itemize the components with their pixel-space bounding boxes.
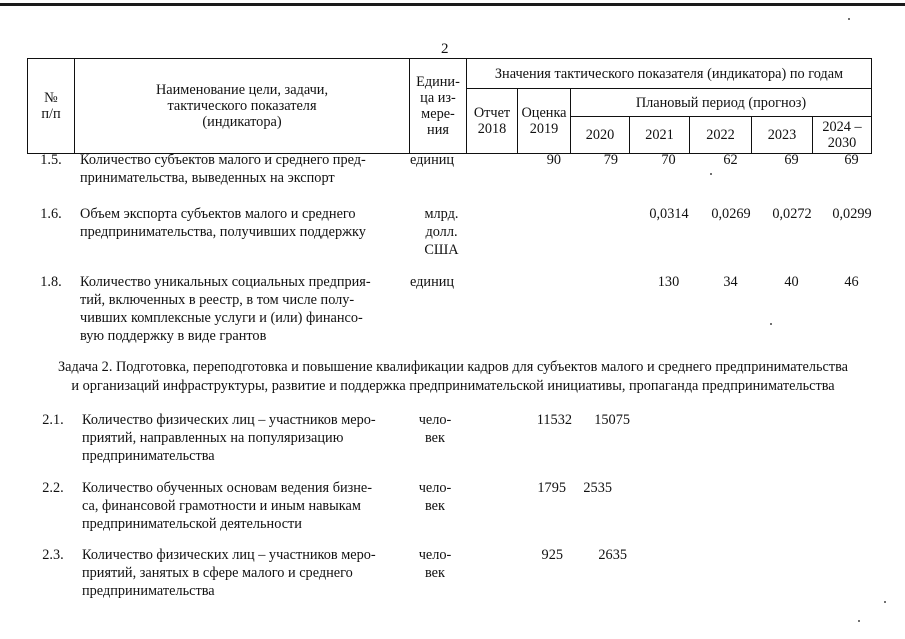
- row-unit: единиц: [410, 274, 455, 290]
- header-year-2022: 2022: [690, 117, 752, 154]
- header-year-2023: 2023: [752, 117, 813, 154]
- row-num: 1.6.: [40, 206, 62, 222]
- header-name: Наименование цели, задачи, тактического показателя (индикатора): [75, 59, 410, 154]
- row-unit: чело- век: [418, 412, 452, 446]
- row-value-2019: 90: [546, 152, 561, 168]
- header-plan-period: Плановый период (прогноз): [571, 89, 872, 117]
- row-num: 2.1.: [42, 412, 64, 428]
- row-name: Количество обученных основам ведения бизне- са, финансовой грамотности и иным навыкам предпринимательской деятельности: [82, 480, 373, 532]
- row-value-2019: 2535: [583, 480, 612, 496]
- header-year-2024-2030: 2024 – 2030: [813, 117, 872, 154]
- row-name: Количество физических лиц – участников меро- приятий, занятых в сфере малого и среднего предпринимательства: [82, 547, 376, 599]
- row-name: Количество уникальных социальных предприя- тий, включенных в реестр, в том числе полу- чивших комплексные услуги и (или) финансо- вую поддержку в виде грантов: [80, 274, 371, 344]
- scan-speck: [770, 323, 772, 325]
- row-unit: чело- век: [418, 480, 452, 514]
- row-name: Объем экспорта субъектов малого и среднего предпринимательства, получивших поддержку: [80, 206, 366, 240]
- scan-speck: [858, 620, 860, 622]
- scan-speck: [710, 173, 712, 175]
- task-2-heading: Задача 2. Подготовка, переподготовка и повышение квалификации кадров для субъектов малого и среднего предпринимательства и организаций инфраструктуры, развитие и поддержка предпринимательской инициативы, пропаганда предпринимательства: [58, 359, 848, 394]
- scan-speck: [884, 601, 886, 603]
- header-values-title: Значения тактического показателя (индикатора) по годам: [467, 59, 872, 89]
- header-num: № п/п: [28, 59, 75, 154]
- row-value-2022: 0,0269: [711, 206, 751, 222]
- row-value-2018: 1795: [537, 480, 566, 496]
- indicator-table-header: [27, 58, 872, 154]
- row-num: 2.2.: [42, 480, 64, 496]
- row-num: 1.8.: [40, 274, 62, 290]
- row-value-2022: 34: [723, 274, 738, 290]
- row-value-2023: 0,0272: [772, 206, 812, 222]
- row-value-2018: 11532: [536, 412, 572, 428]
- row-value-2020: 79: [603, 152, 618, 168]
- header-year-2020: 2020: [571, 117, 630, 154]
- row-value-2024-2030: 0,0299: [832, 206, 872, 222]
- row-value-2023: 40: [784, 274, 799, 290]
- row-name: Количество физических лиц – участников меро- приятий, направленных на популяризацию предпринимательства: [82, 412, 376, 464]
- row-value-2024-2030: 46: [844, 274, 859, 290]
- header-report-2018: Отчет 2018: [467, 89, 518, 154]
- row-value-2023: 69: [784, 152, 799, 168]
- row-unit: чело- век: [418, 547, 452, 581]
- row-name: Количество субъектов малого и среднего пред- принимательства, выведенных на экспорт: [80, 152, 366, 186]
- row-value-2018: 925: [541, 547, 563, 563]
- row-value-2021: 70: [661, 152, 676, 168]
- header-unit: Едини- ца из- мере- ния: [410, 59, 467, 154]
- row-value-2021: 0,0314: [649, 206, 689, 222]
- scan-speck: [848, 18, 850, 20]
- row-value-2019: 2635: [598, 547, 627, 563]
- row-num: 2.3.: [42, 547, 64, 563]
- row-unit: единиц: [410, 152, 455, 168]
- top-border-line: [0, 3, 905, 6]
- row-value-2024-2030: 69: [844, 152, 859, 168]
- header-estimate-2019: Оценка 2019: [518, 89, 571, 154]
- row-value-2019: 15075: [594, 412, 630, 428]
- row-value-2021: 130: [657, 274, 680, 290]
- page-number: 2: [441, 41, 449, 57]
- row-value-2022: 62: [723, 152, 738, 168]
- row-unit: млрд. долл. США: [424, 206, 459, 258]
- header-year-2021: 2021: [630, 117, 690, 154]
- row-num: 1.5.: [40, 152, 62, 168]
